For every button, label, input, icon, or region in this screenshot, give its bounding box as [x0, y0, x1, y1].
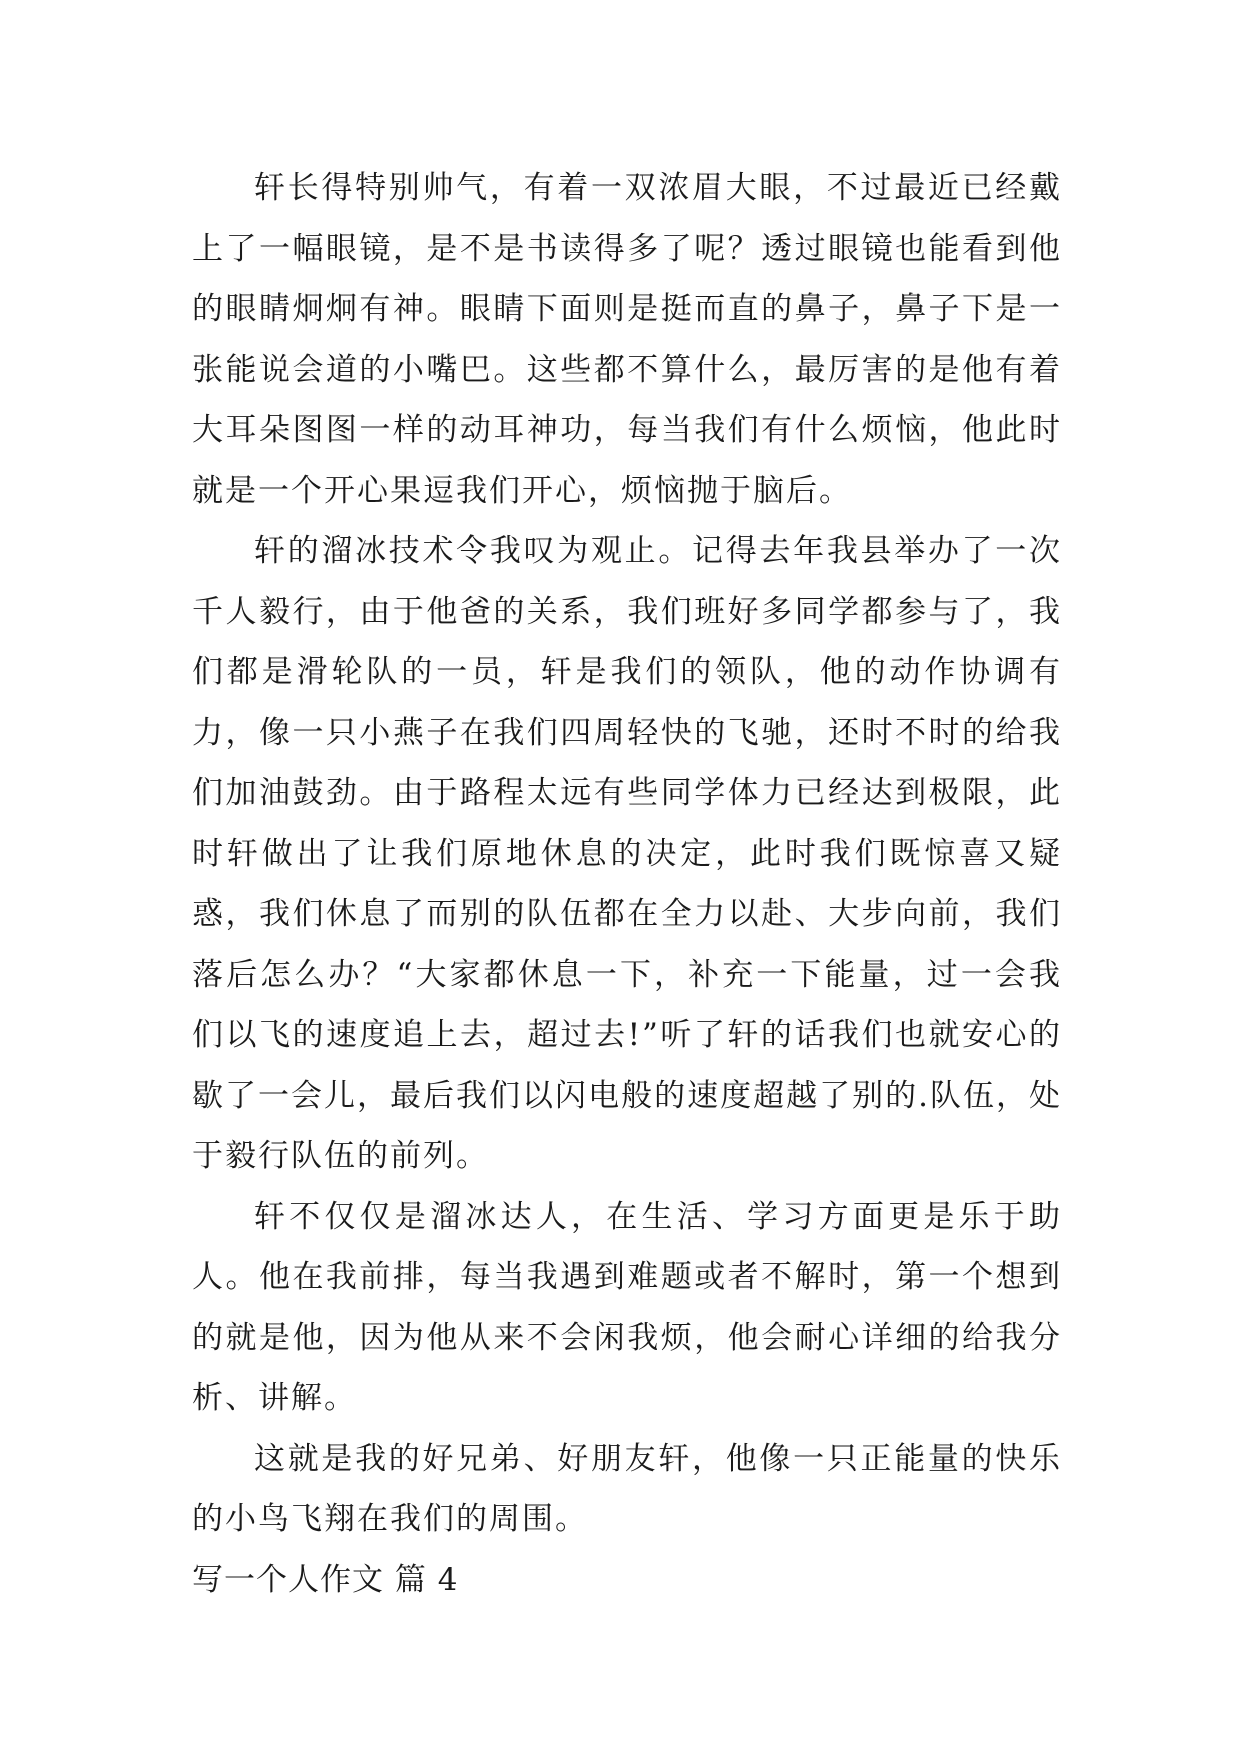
- paragraph-helpful: 轩不仅仅是溜冰达人，在生活、学习方面更是乐于助人。他在我前排，每当我遇到难题或者不解时，第一个想到的就是他，因为他从来不会闲我烦，他会耐心详细的给我分析、讲解。: [192, 1198, 1062, 1416]
- section-heading: 写一个人作文 篇 4: [192, 1561, 459, 1598]
- paragraph-appearance: 轩长得特别帅气，有着一双浓眉大眼，不过最近已经戴上了一幅眼镜，是不是书读得多了呢？透过眼镜也能看到他的眼睛炯炯有神。眼睛下面则是挺而直的鼻子，鼻子下是一张能说会道的小嘴巴。这些都不算什么，最厉害的是他有着大耳朵图图一样的动耳神功，每当我们有什么烦恼，他此时就是一个开心果逗我们开心，烦恼抛于脑后。: [192, 170, 1062, 509]
- paragraph-skating: 轩的溜冰技术令我叹为观止。记得去年我县举办了一次千人毅行，由于他爸的关系，我们班好多同学都参与了，我们都是滑轮队的一员，轩是我们的领队，他的动作协调有力，像一只小燕子在我们四周轻快的飞驰，还时不时的给我们加油鼓劲。由于路程太远有些同学体力已经达到极限，此时轩做出了让我们原地休息的决定，此时我们既惊喜又疑惑，我们休息了而别的队伍都在全力以赴、大步向前，我们落后怎么办？“大家都休息一下，补充一下能量，过一会我们以飞的速度追上去，超过去!”听了轩的话我们也就安心的歇了一会儿，最后我们以闪电般的速度超越了别的.队伍，处于毅行队伍的前列。: [192, 533, 1062, 1174]
- document-body: [192, 158, 1062, 1610]
- paragraph-conclusion: 这就是我的好兄弟、好朋友轩，他像一只正能量的快乐的小鸟飞翔在我们的周围。: [192, 1440, 1062, 1537]
